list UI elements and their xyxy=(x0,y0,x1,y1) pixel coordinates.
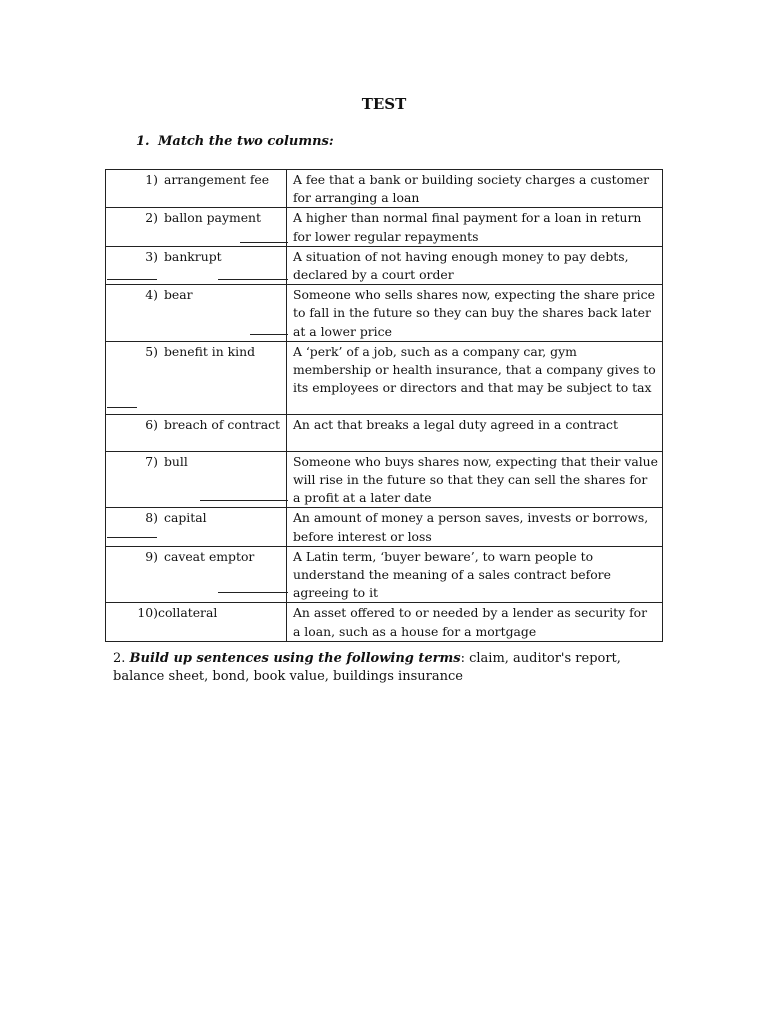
definition-cell: A higher than normal final payment for a loan in return for lower regular repayments xyxy=(286,208,662,246)
section-2-label: Build up sentences using the following terms xyxy=(129,651,461,666)
definition-cell: An act that breaks a legal duty agreed in a contract xyxy=(286,414,662,451)
term-number: 5) xyxy=(145,343,158,359)
term-label: capital xyxy=(164,510,207,526)
term-label: bankrupt xyxy=(164,248,222,264)
section-2-number: 2. xyxy=(113,651,126,666)
definition-cell: A ‘perk’ of a job, such as a company car, gym membership or health insurance, that a company gives to its employees or directors and that may be subject to tax xyxy=(286,341,662,414)
term-label: bull xyxy=(164,453,188,469)
term-cell xyxy=(106,603,287,641)
section-2-terms: : claim, auditor's report, balance sheet, bond, book value, buildings insurance xyxy=(113,651,621,684)
section-1-heading xyxy=(136,133,334,151)
term-label: collateral xyxy=(158,605,218,621)
table-row xyxy=(106,208,663,246)
term-cell xyxy=(106,341,287,414)
term-number: 9) xyxy=(145,548,158,564)
term-label: breach of contract xyxy=(164,416,281,432)
term-label: bear xyxy=(164,287,193,303)
section-2-instruction xyxy=(113,650,653,686)
definition-cell: A Latin term, ‘buyer beware’, to warn people to understand the meaning of a sales contract before agreeing to it xyxy=(286,546,662,603)
table-row xyxy=(106,341,663,414)
table-row xyxy=(106,508,663,546)
term-number: 1) xyxy=(145,172,158,187)
answer-line xyxy=(250,334,288,335)
table-row xyxy=(106,546,663,603)
definition-cell: An amount of money a person saves, invests or borrows, before interest or loss xyxy=(286,508,662,546)
section-1-instruction: Match the two columns: xyxy=(158,134,334,149)
term-number: 7) xyxy=(145,453,158,469)
definition-cell: A situation of not having enough money to pay debts, declared by a court order xyxy=(286,246,662,284)
table-row xyxy=(106,603,663,641)
table-row xyxy=(106,285,663,342)
definition-cell: Someone who buys shares now, expecting that their value will rise in the future so that they can sell the shares for a profit at a later date xyxy=(286,451,662,508)
term-cell xyxy=(106,285,287,342)
term-cell xyxy=(106,414,287,451)
matching-table xyxy=(105,169,663,642)
term-number: 3) xyxy=(145,248,158,264)
term-number: 6) xyxy=(145,416,158,432)
answer-line xyxy=(107,279,157,280)
table-row xyxy=(106,170,663,208)
table-row xyxy=(106,451,663,508)
definition-cell: An asset offered to or needed by a lender as security for a loan, such as a house for a mortgage xyxy=(286,603,662,641)
term-label: benefit in kind xyxy=(164,343,256,359)
answer-line xyxy=(107,537,157,538)
term-number: 2) xyxy=(145,210,158,226)
term-cell xyxy=(106,208,287,246)
table-row xyxy=(106,414,663,451)
term-cell xyxy=(106,546,287,603)
answer-line xyxy=(218,279,288,280)
answer-line xyxy=(240,242,288,243)
term-label: ballon payment xyxy=(164,210,261,226)
definition-cell: A fee that a bank or building society charges a customer for arranging a loan xyxy=(286,170,662,208)
term-number: 4) xyxy=(145,287,158,303)
term-cell xyxy=(106,508,287,546)
term-cell xyxy=(106,170,287,208)
term-number: 10) xyxy=(137,605,158,621)
term-label: caveat emptor xyxy=(164,548,255,564)
answer-line xyxy=(107,407,137,408)
page-title: TEST xyxy=(361,95,407,113)
term-label: arrangement fee xyxy=(164,172,270,187)
answer-line xyxy=(218,592,288,593)
term-number: 8) xyxy=(145,510,158,526)
definition-cell: Someone who sells shares now, expecting the share price to fall in the future so they can buy the shares back later at a lower price xyxy=(286,285,662,342)
section-1-number: 1. xyxy=(136,134,150,149)
table-row xyxy=(106,246,663,284)
answer-line xyxy=(200,500,288,501)
